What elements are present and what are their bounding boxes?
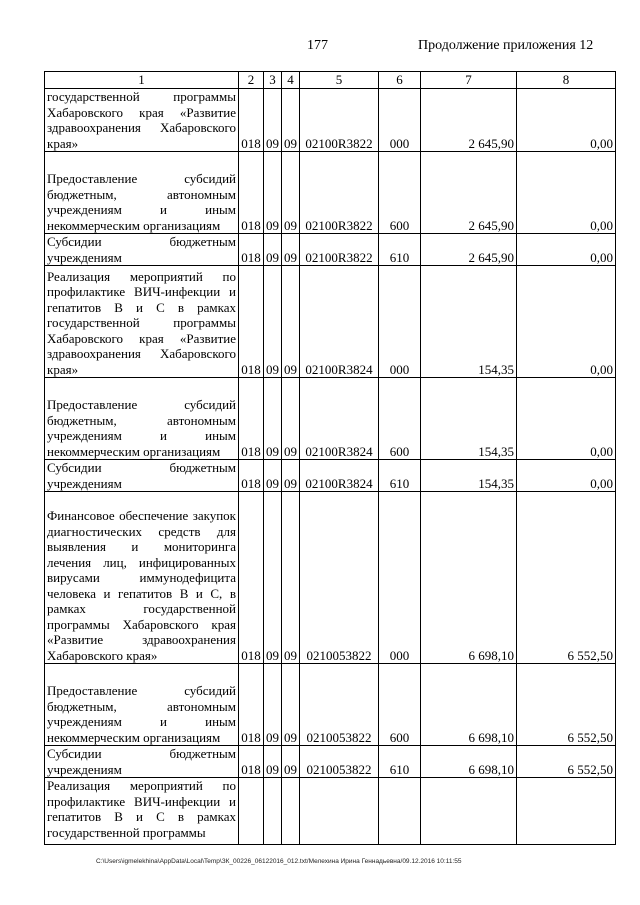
expense-type-code: 600 — [379, 664, 421, 746]
section-code: 09 — [264, 492, 282, 664]
section-code: 09 — [264, 89, 282, 152]
row-name: Реализация мероприятий по профилактике ВИЧ-инфекции и гепатитов В и С в рамках государственной программы — [45, 778, 239, 845]
amount-col7: 154,35 — [421, 460, 517, 492]
ministry-code: 018 — [239, 664, 264, 746]
budget-table — [44, 71, 616, 845]
target-code: 0210053822 — [300, 746, 379, 778]
expense-type-code: 000 — [379, 266, 421, 378]
table-row — [45, 378, 616, 460]
target-code — [300, 778, 379, 845]
ministry-code — [239, 778, 264, 845]
appendix-continuation-title: Продолжение приложения 12 — [418, 38, 594, 53]
amount-col8: 6 552,50 — [517, 664, 616, 746]
subsection-code: 09 — [282, 266, 300, 378]
target-code: 02100R3824 — [300, 378, 379, 460]
amount-col7: 2 645,90 — [421, 89, 517, 152]
target-code: 02100R3822 — [300, 152, 379, 234]
subsection-code: 09 — [282, 460, 300, 492]
row-name: Предоставление субсидий бюджетным, автономным учреждениям и иным некоммерческим организациям — [45, 152, 239, 234]
row-name: Предоставление субсидий бюджетным, автономным учреждениям и иным некоммерческим организациям — [45, 664, 239, 746]
amount-col7: 6 698,10 — [421, 492, 517, 664]
expense-type-code: 600 — [379, 152, 421, 234]
table-row — [45, 778, 616, 845]
table-header-row — [45, 72, 616, 89]
ministry-code: 018 — [239, 492, 264, 664]
amount-col7: 154,35 — [421, 266, 517, 378]
table-row — [45, 266, 616, 378]
row-name: государственной программы Хабаровского края «Развитие здравоохранения Хабаровского края» — [45, 89, 239, 152]
amount-col7: 6 698,10 — [421, 746, 517, 778]
amount-col8: 0,00 — [517, 152, 616, 234]
column-header: 7 — [421, 72, 517, 89]
row-name: Субсидии бюджетным учреждениям — [45, 746, 239, 778]
amount-col7 — [421, 778, 517, 845]
amount-col7: 154,35 — [421, 378, 517, 460]
row-name: Субсидии бюджетным учреждениям — [45, 460, 239, 492]
amount-col8: 0,00 — [517, 460, 616, 492]
ministry-code: 018 — [239, 746, 264, 778]
expense-type-code: 610 — [379, 746, 421, 778]
target-code: 02100R3824 — [300, 460, 379, 492]
target-code: 02100R3822 — [300, 89, 379, 152]
subsection-code: 09 — [282, 234, 300, 266]
column-header: 2 — [239, 72, 264, 89]
amount-col8: 0,00 — [517, 378, 616, 460]
section-code: 09 — [264, 664, 282, 746]
amount-col7: 2 645,90 — [421, 234, 517, 266]
column-header: 1 — [45, 72, 239, 89]
table-row — [45, 89, 616, 152]
table-row — [45, 492, 616, 664]
section-code: 09 — [264, 152, 282, 234]
section-code: 09 — [264, 746, 282, 778]
ministry-code: 018 — [239, 152, 264, 234]
column-header: 4 — [282, 72, 300, 89]
table-row — [45, 234, 616, 266]
ministry-code: 018 — [239, 89, 264, 152]
amount-col8: 0,00 — [517, 89, 616, 152]
row-name: Предоставление субсидий бюджетным, автономным учреждениям и иным некоммерческим организациям — [45, 378, 239, 460]
amount-col8: 6 552,50 — [517, 492, 616, 664]
row-name: Реализация мероприятий по профилактике ВИЧ-инфекции и гепатитов В и С в рамках государственной программы Хабаровского края «Развитие здравоохранения Хабаровского края» — [45, 266, 239, 378]
target-code: 02100R3822 — [300, 234, 379, 266]
ministry-code: 018 — [239, 378, 264, 460]
amount-col7: 6 698,10 — [421, 664, 517, 746]
expense-type-code: 610 — [379, 460, 421, 492]
section-code — [264, 778, 282, 845]
subsection-code — [282, 778, 300, 845]
section-code: 09 — [264, 460, 282, 492]
row-name: Финансовое обеспечение закупок диагностических средств для выявления и мониторинга лечения лиц, инфицированных вирусами иммунодефицита человека и гепатитов В и С, в рамках государственной программы Хабаровского края «Развитие здравоохранения Хабаровского края» — [45, 492, 239, 664]
expense-type-code — [379, 778, 421, 845]
row-name: Субсидии бюджетным учреждениям — [45, 234, 239, 266]
subsection-code: 09 — [282, 378, 300, 460]
column-header: 8 — [517, 72, 616, 89]
subsection-code: 09 — [282, 492, 300, 664]
expense-type-code: 000 — [379, 492, 421, 664]
expense-type-code: 610 — [379, 234, 421, 266]
section-code: 09 — [264, 266, 282, 378]
table-row — [45, 664, 616, 746]
expense-type-code: 000 — [379, 89, 421, 152]
ministry-code: 018 — [239, 460, 264, 492]
section-code: 09 — [264, 378, 282, 460]
amount-col8: 0,00 — [517, 234, 616, 266]
column-header: 6 — [379, 72, 421, 89]
subsection-code: 09 — [282, 152, 300, 234]
target-code: 0210053822 — [300, 664, 379, 746]
subsection-code: 09 — [282, 746, 300, 778]
subsection-code: 09 — [282, 89, 300, 152]
file-path-footer: C:\Users\igmelekhina\AppData\Local\Temp\ЗК_00226_06122016_012.txt/Мелехина Ирина Геннадьевна/09.12.2016 10:11:55 — [96, 858, 462, 865]
amount-col8: 0,00 — [517, 266, 616, 378]
page-number: 177 — [307, 38, 328, 53]
table-row — [45, 152, 616, 234]
target-code: 02100R3824 — [300, 266, 379, 378]
ministry-code: 018 — [239, 234, 264, 266]
amount-col7: 2 645,90 — [421, 152, 517, 234]
column-header: 5 — [300, 72, 379, 89]
expense-type-code: 600 — [379, 378, 421, 460]
ministry-code: 018 — [239, 266, 264, 378]
amount-col8: 6 552,50 — [517, 746, 616, 778]
section-code: 09 — [264, 234, 282, 266]
target-code: 0210053822 — [300, 492, 379, 664]
table-row — [45, 460, 616, 492]
table-row — [45, 746, 616, 778]
amount-col8 — [517, 778, 616, 845]
subsection-code: 09 — [282, 664, 300, 746]
column-header: 3 — [264, 72, 282, 89]
